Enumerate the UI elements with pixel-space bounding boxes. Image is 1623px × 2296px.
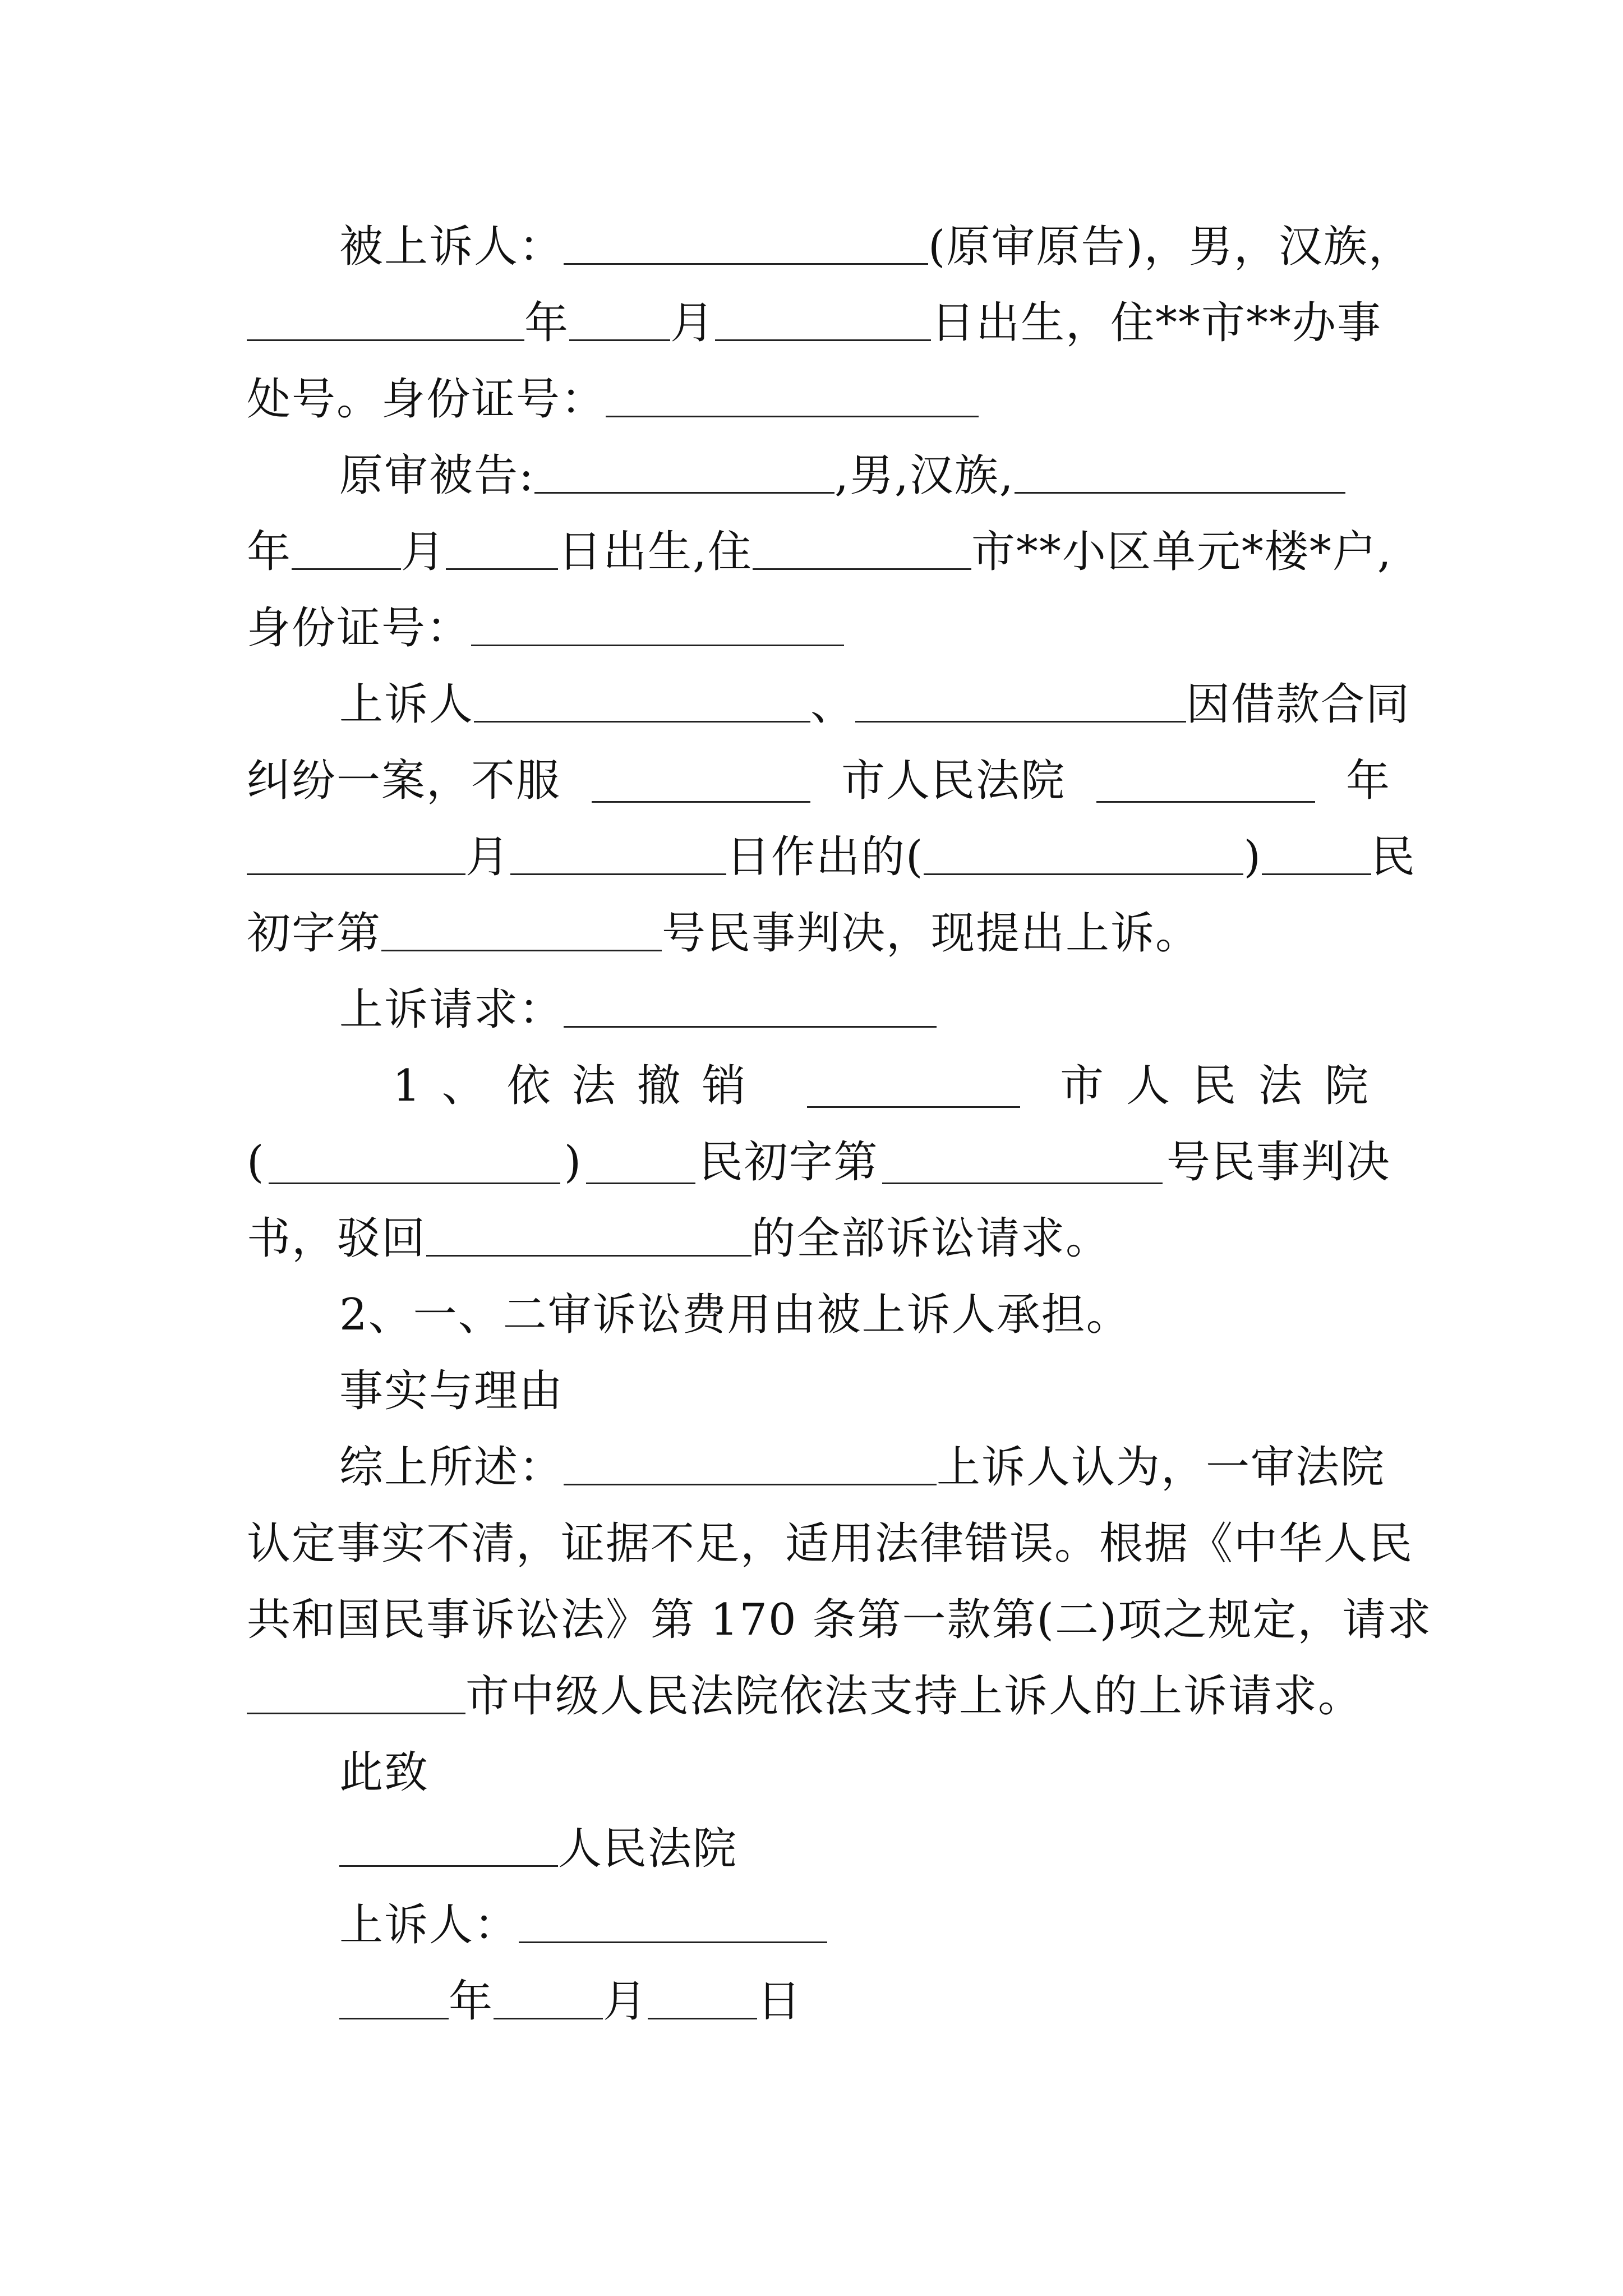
month-text: 月 <box>401 527 446 577</box>
salutation-text: 此致 <box>339 1747 430 1798</box>
revoke-court-code-blank <box>586 1144 695 1184</box>
month-text: 月 <box>603 1976 648 2027</box>
sign-year-blank <box>339 1980 449 2019</box>
appellee-id-label: 处号。身份证号： <box>247 374 606 425</box>
date-line <box>339 1968 1391 2035</box>
revoke-number-blank <box>882 1144 1163 1184</box>
request-item-2-text: 2、一、二审诉讼费用由被上诉人承担。 <box>339 1290 1131 1340</box>
appellee-birth-line <box>247 289 1391 357</box>
request-item-1-line <box>393 1052 1391 1120</box>
revoke-court-blank <box>807 1068 1020 1108</box>
sign-month-blank <box>494 1980 603 2019</box>
court-text: 市人民法院 <box>1059 1061 1391 1111</box>
judgment-date-line <box>247 823 1416 891</box>
civil-text: 民 <box>1371 832 1416 882</box>
intermediate-court-blank <box>247 1674 465 1714</box>
civil-first-label: 民初字第 <box>699 1137 879 1188</box>
signature-line <box>339 1892 1391 1959</box>
defendant-info: ,男,汉族, <box>834 450 1015 501</box>
defendant-month-blank <box>292 530 401 570</box>
appeal-statement-text: 号民事判决，现提出上诉。 <box>662 908 1201 959</box>
judgment-day-blank <box>510 835 726 875</box>
defendant-extra-blank <box>1015 454 1345 494</box>
appeal-request-line <box>339 976 1391 1043</box>
appellant-name-blank-1 <box>474 683 810 723</box>
reason-text-2: 共和国民事诉讼法》第 170 条第一款第(二)项之规定，请求 <box>247 1595 1432 1645</box>
appellee-label: 被上诉人： <box>339 222 564 272</box>
defendant-birth-line <box>247 518 1391 586</box>
revoke-year-blank <box>269 1144 560 1184</box>
defendant-city-blank <box>753 530 971 570</box>
defendant-name-blank <box>534 454 834 494</box>
birth-address-text: 日出生，住**市**办事 <box>931 298 1382 348</box>
appellee-info: (原审原告)，男，汉族， <box>928 222 1413 272</box>
court-city-blank <box>592 763 810 803</box>
appellee-id-line <box>247 366 1391 433</box>
appeal-request-label: 上诉请求： <box>339 984 564 1035</box>
addressee-text: 人民法院 <box>558 1824 738 1874</box>
defendant-id-line <box>247 595 1391 662</box>
paren-close-text: ) <box>1243 832 1262 882</box>
defendant-day-blank <box>446 530 558 570</box>
judgment-made-text: 日作出的( <box>726 832 924 882</box>
summary-blank <box>564 1446 937 1485</box>
defendant-address-text: 市**小区单元*楼*户, <box>971 527 1393 577</box>
reason-text-3: 市中级人民法院依法支持上诉人的上诉请求。 <box>465 1671 1363 1722</box>
court-text: 市人民法院 <box>841 756 1066 806</box>
sign-day-blank <box>648 1980 757 2019</box>
summary-line <box>339 1434 1391 1501</box>
case-number-label: 初字第 <box>247 908 382 959</box>
paren-close-text: ) <box>564 1137 583 1188</box>
appellant-case-line <box>339 671 1411 738</box>
paren-open-text: ( <box>247 1137 265 1188</box>
case-cause-text: 因借款合同 <box>1186 679 1411 730</box>
separator-text: 、 <box>810 679 856 730</box>
birth-day-blank <box>715 301 931 341</box>
reason-text-1: 认定事实不清，证据不足，适用法律错误。根据《中华人民 <box>247 1519 1414 1569</box>
defendant-id-label: 身份证号： <box>247 603 472 654</box>
year-text: 年 <box>247 527 292 577</box>
case-number-blank <box>381 912 662 951</box>
request-item-1-case-line <box>247 1129 1391 1196</box>
year-text: 年 <box>449 1976 494 2027</box>
dismiss-text: 书，驳回 <box>247 1213 427 1264</box>
signature-blank <box>519 1903 827 1943</box>
case-court-line <box>247 747 1391 815</box>
appellant-name-blank-2 <box>855 683 1186 723</box>
request-item-1-text: 1、依法撤销 <box>393 1061 767 1111</box>
judgment-year-blank <box>1096 763 1315 803</box>
request-item-1-end-line <box>247 1205 1391 1272</box>
appellant-label: 上诉人 <box>339 679 474 730</box>
civil-judgment-text: 号民事判决 <box>1166 1137 1391 1188</box>
summary-text: 上诉人认为，一审法院 <box>937 1442 1386 1493</box>
addressee-line <box>339 1815 1391 1883</box>
defendant-address-label: 日出生,住 <box>558 527 753 577</box>
dismiss-party-blank <box>426 1217 751 1257</box>
appellee-line <box>339 213 1413 280</box>
appellee-id-blank <box>606 378 979 417</box>
facts-heading-line <box>339 1358 1391 1425</box>
addressee-court-blank <box>339 1827 558 1867</box>
facts-heading: 事实与理由 <box>339 1366 564 1416</box>
all-claims-text: 的全部诉讼请求。 <box>751 1213 1111 1264</box>
month-text: 月 <box>670 298 716 348</box>
signature-label: 上诉人： <box>339 1900 519 1950</box>
year-text: 年 <box>1345 756 1391 806</box>
case-number-line <box>247 900 1391 967</box>
appeal-request-blank <box>564 988 937 1028</box>
appellee-name-blank <box>564 225 928 265</box>
defendant-label: 原审被告: <box>339 450 535 501</box>
judgment-month-blank <box>247 835 465 875</box>
summary-label: 综上所述： <box>339 1442 564 1493</box>
defendant-line <box>339 442 1391 509</box>
reason-line-2 <box>247 1586 1432 1654</box>
case-year-blank <box>924 835 1243 875</box>
reason-line-1 <box>247 1510 1414 1577</box>
year-text: 年 <box>524 298 570 348</box>
day-text: 日 <box>757 1976 803 2027</box>
month-text: 月 <box>465 832 511 882</box>
dispute-text: 纠纷一案，不服 <box>247 756 561 806</box>
case-court-code-blank <box>1262 835 1371 875</box>
birth-month-blank <box>569 301 670 341</box>
birth-year-blank <box>247 301 524 341</box>
reason-line-3 <box>247 1663 1391 1730</box>
request-item-2-line <box>339 1281 1391 1349</box>
defendant-id-blank <box>471 606 844 646</box>
salutation-line <box>339 1739 1391 1806</box>
